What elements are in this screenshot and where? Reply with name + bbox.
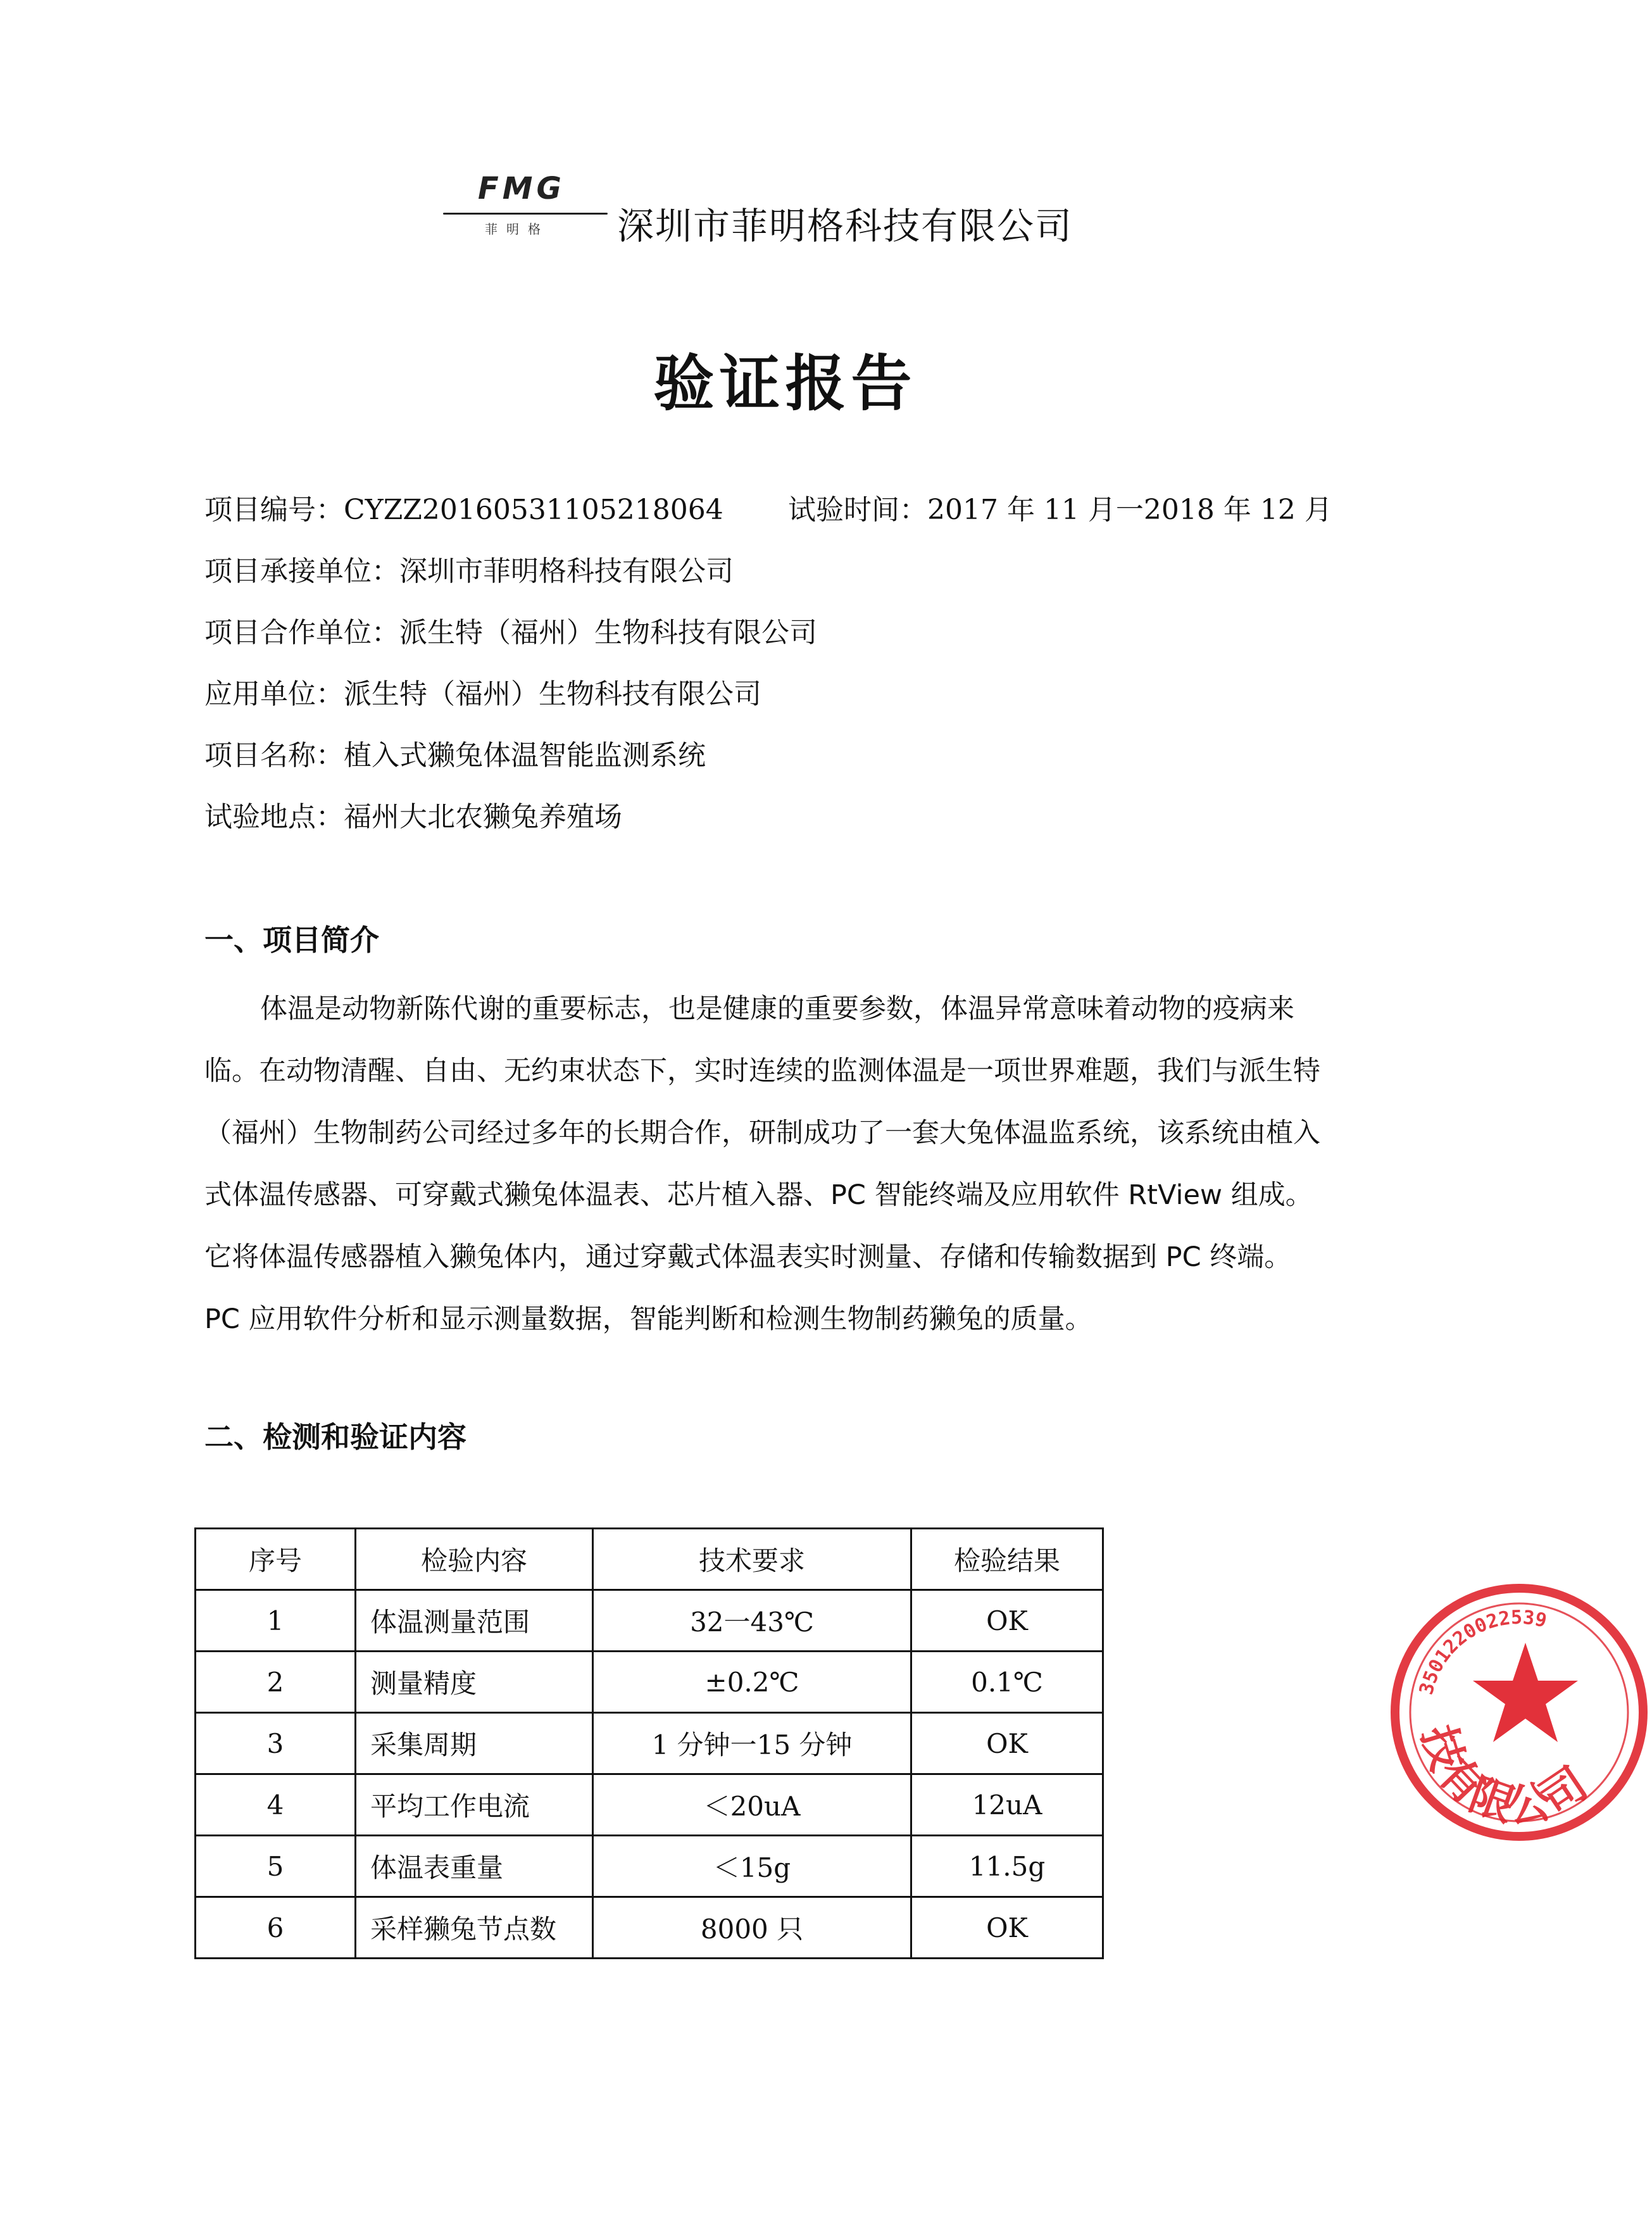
table-row bbox=[196, 1590, 1103, 1652]
cell-serial: 2 bbox=[196, 1652, 356, 1713]
project-name-value: 植入式獭兔体温智能监测系统 bbox=[344, 739, 706, 772]
undertaker-value: 深圳市菲明格科技有限公司 bbox=[399, 555, 734, 587]
intro-body bbox=[204, 978, 1337, 1350]
project-name-line bbox=[204, 737, 706, 775]
cell-result: OK bbox=[911, 1590, 1103, 1652]
test-site-value: 福州大北农獭兔养殖场 bbox=[344, 801, 622, 833]
company-seal-stamp bbox=[1386, 1579, 1652, 1845]
cell-requirement: ＜15g bbox=[593, 1836, 911, 1897]
undertaker-line bbox=[204, 553, 734, 591]
header-result: 检验结果 bbox=[911, 1529, 1103, 1590]
cell-result: OK bbox=[911, 1897, 1103, 1959]
project-number-line bbox=[204, 491, 723, 529]
cell-item: 采样獭兔节点数 bbox=[356, 1897, 593, 1959]
cell-result: 12uA bbox=[911, 1774, 1103, 1836]
table-header-row bbox=[196, 1529, 1103, 1590]
partner-label: 项目合作单位： bbox=[204, 617, 399, 649]
logo-swoosh bbox=[443, 213, 608, 215]
test-site-line bbox=[204, 798, 622, 836]
section-heading-intro: 一、项目简介 bbox=[204, 923, 379, 957]
test-date-label: 试验时间： bbox=[788, 494, 927, 526]
cell-requirement: 1 分钟一15 分钟 bbox=[593, 1713, 911, 1774]
partner-line bbox=[204, 614, 817, 652]
application-label: 应用单位： bbox=[204, 678, 344, 710]
cell-serial: 1 bbox=[196, 1590, 356, 1652]
application-line bbox=[204, 675, 761, 713]
cell-requirement: ±0.2℃ bbox=[593, 1652, 911, 1713]
header-requirement: 技术要求 bbox=[593, 1529, 911, 1590]
intro-paragraph: 它将体温传感器植入獭兔体内，通过穿戴式体温表实时测量、存储和传输数据到 PC 终端。 bbox=[204, 1241, 1292, 1273]
undertaker-label: 项目承接单位： bbox=[204, 555, 399, 587]
cell-item: 采集周期 bbox=[356, 1713, 593, 1774]
cell-serial: 5 bbox=[196, 1836, 356, 1897]
header-item: 检验内容 bbox=[356, 1529, 593, 1590]
cell-result: OK bbox=[911, 1713, 1103, 1774]
project-number-label: 项目编号： bbox=[204, 494, 344, 526]
company-logo bbox=[443, 171, 614, 241]
verification-table bbox=[194, 1527, 1104, 1959]
test-site-label: 试验地点： bbox=[204, 801, 344, 833]
table-row bbox=[196, 1713, 1103, 1774]
application-value: 派生特（福州）生物科技有限公司 bbox=[344, 678, 761, 710]
intro-paragraph: 体温是动物新陈代谢的重要标志，也是健康的重要参数，体温异常意味着动物的疫病来临。在动物清醒、自由、无约束状态下，实时连续的监测体温是一项世界难题，我们与派生特（福州）生物制药公司经过多年的长期合作，研制成功了一套大兔体温监系统，该系统由植入式体温传感器、可穿戴式獭兔体温表、芯片植入器、PC 智能终端及应用软件 RtView 组成。 bbox=[204, 993, 1320, 1211]
seal-star-icon bbox=[1473, 1643, 1578, 1742]
table-row bbox=[196, 1836, 1103, 1897]
test-date-line bbox=[788, 491, 1332, 529]
table-row bbox=[196, 1652, 1103, 1713]
table-row bbox=[196, 1774, 1103, 1836]
project-number: CYZZ20160531105218064 bbox=[344, 494, 723, 526]
cell-requirement: 32一43℃ bbox=[593, 1590, 911, 1652]
cell-result: 0.1℃ bbox=[911, 1652, 1103, 1713]
document-title: 验证报告 bbox=[653, 348, 917, 419]
project-name-label: 项目名称： bbox=[204, 739, 344, 772]
cell-requirement: 8000 只 bbox=[593, 1897, 911, 1959]
cell-serial: 4 bbox=[196, 1774, 356, 1836]
cell-serial: 6 bbox=[196, 1897, 356, 1959]
cell-item: 体温表重量 bbox=[356, 1836, 593, 1897]
intro-paragraph: PC 应用软件分析和显示测量数据，智能判断和检测生物制药獭兔的质量。 bbox=[204, 1303, 1092, 1335]
logo-subtext: 菲明格 bbox=[485, 222, 549, 237]
test-date: 2017 年 11 月一2018 年 12 月 bbox=[927, 494, 1332, 526]
partner-value: 派生特（福州）生物科技有限公司 bbox=[399, 617, 817, 649]
cell-item: 平均工作电流 bbox=[356, 1774, 593, 1836]
seal-text: 技有限公司 bbox=[1411, 1719, 1597, 1833]
section-heading-verification: 二、检测和验证内容 bbox=[204, 1420, 466, 1454]
cell-item: 测量精度 bbox=[356, 1652, 593, 1713]
cell-result: 11.5g bbox=[911, 1836, 1103, 1897]
cell-serial: 3 bbox=[196, 1713, 356, 1774]
cell-requirement: ＜20uA bbox=[593, 1774, 911, 1836]
company-name: 深圳市菲明格科技有限公司 bbox=[617, 204, 1073, 248]
table-row bbox=[196, 1897, 1103, 1959]
header-serial: 序号 bbox=[196, 1529, 356, 1590]
cell-item: 体温测量范围 bbox=[356, 1590, 593, 1652]
seal-number: 3501220022539 bbox=[1415, 1606, 1549, 1697]
logo-text: FMG bbox=[478, 171, 565, 206]
